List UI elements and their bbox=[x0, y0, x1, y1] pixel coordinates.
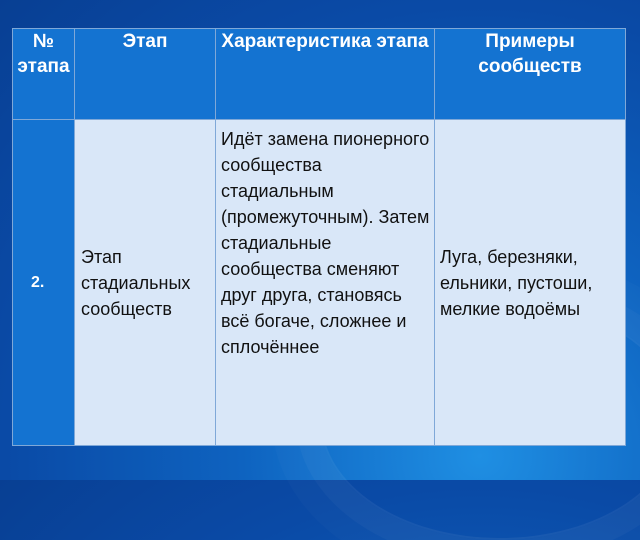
cell-stage-number: 2. bbox=[13, 120, 75, 446]
succession-stages-table bbox=[12, 28, 626, 446]
header-stage: Этап bbox=[75, 29, 216, 120]
cell-examples bbox=[435, 120, 626, 446]
header-stage-number: № этапа bbox=[13, 29, 75, 120]
characteristic-text: Идёт замена пионерного сообщества стадиальным (промежуточным). Затем стадиальные сообщества сменяют друг друга, становясь всё богаче, сложнее и сплочённее bbox=[221, 129, 430, 357]
table-row bbox=[13, 120, 626, 446]
table-header-row bbox=[13, 29, 626, 120]
examples-text: Луга, березняки, ельники, пустоши, мелкие водоёмы bbox=[440, 246, 593, 319]
cell-stage bbox=[75, 120, 216, 446]
header-characteristic: Характеристика этапа bbox=[216, 29, 435, 120]
cell-characteristic bbox=[216, 120, 435, 446]
header-examples: Примеры сообществ bbox=[435, 29, 626, 120]
stage-text: Этап стадиальных сообществ bbox=[81, 246, 191, 319]
